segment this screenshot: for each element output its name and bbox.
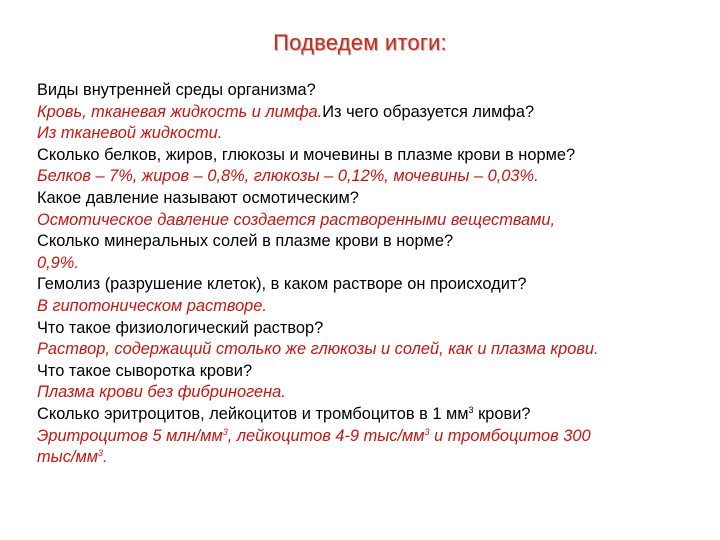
answer-text: Осмотическое давление создается растворенными веществами, — [37, 210, 556, 229]
qa-line-10 — [37, 274, 707, 296]
question-text: Гемолиз (разрушение клеток), в каком растворе он происходит? — [37, 275, 527, 294]
qa-line-8 — [37, 231, 707, 253]
qa-line-12 — [37, 318, 707, 340]
qa-line-18 — [37, 447, 707, 469]
question-text: крови? — [473, 404, 531, 423]
qa-line-17 — [37, 426, 707, 448]
question-text: Из чего образуется лимфа? — [322, 102, 535, 121]
question-text: Сколько эритроцитов, лейкоцитов и тромбоцитов в 1 мм — [37, 404, 469, 423]
question-text: Что такое физиологический раствор? — [37, 318, 324, 337]
qa-line-11 — [37, 296, 707, 318]
answer-text: В гипотоническом растворе. — [37, 296, 267, 315]
question-text: Сколько минеральных солей в плазме крови в норме? — [37, 232, 454, 251]
qa-line-9 — [37, 253, 707, 275]
answer-text: и тромбоцитов 300 — [429, 426, 591, 445]
qa-line-4 — [37, 145, 707, 167]
answer-text: Плазма крови без фибриногена. — [37, 383, 286, 402]
answer-text: Из тканевой жидкости. — [37, 124, 223, 143]
qa-line-3 — [37, 123, 707, 145]
question-text: Сколько белков, жиров, глюкозы и мочевины в плазме крови в норме? — [37, 145, 576, 164]
superscript: 3 — [222, 426, 228, 437]
qa-line-14 — [37, 361, 707, 383]
answer-text: тыс/мм — [37, 448, 98, 467]
superscript: 3 — [424, 426, 430, 437]
question-text: Виды внутренней среды организма? — [37, 81, 316, 99]
slide-title: Подведем итоги: — [273, 30, 447, 55]
qa-line-7 — [37, 210, 707, 232]
qa-line-6 — [37, 188, 707, 210]
superscript: 3 — [468, 404, 474, 415]
answer-text: , лейкоцитов 4-9 тыс/мм — [227, 426, 425, 445]
qa-line-13 — [37, 339, 707, 361]
answer-text: Кровь, тканевая жидкость и лимфа. — [37, 102, 323, 121]
answer-text: 0,9%. — [37, 253, 79, 272]
answer-text: Эритроцитов 5 млн/мм — [37, 426, 223, 445]
qa-line-15 — [37, 382, 707, 404]
qa-line-2 — [37, 102, 707, 124]
qa-line-1 — [37, 80, 707, 102]
qa-line-5 — [37, 166, 707, 188]
qa-line-16 — [37, 404, 707, 426]
superscript: 3 — [97, 448, 103, 459]
answer-text: Раствор, содержащий столько же глюкозы и солей, как и плазма крови. — [37, 340, 599, 359]
question-text: Какое давление называют осмотическим? — [37, 188, 359, 207]
question-text: Что такое сыворотка крови? — [37, 361, 253, 380]
answer-text: . — [102, 448, 108, 467]
summary-content — [37, 80, 707, 469]
answer-text: Белков – 7%, жиров – 0,8%, глюкозы – 0,12%, мочевины – 0,03%. — [37, 167, 539, 186]
